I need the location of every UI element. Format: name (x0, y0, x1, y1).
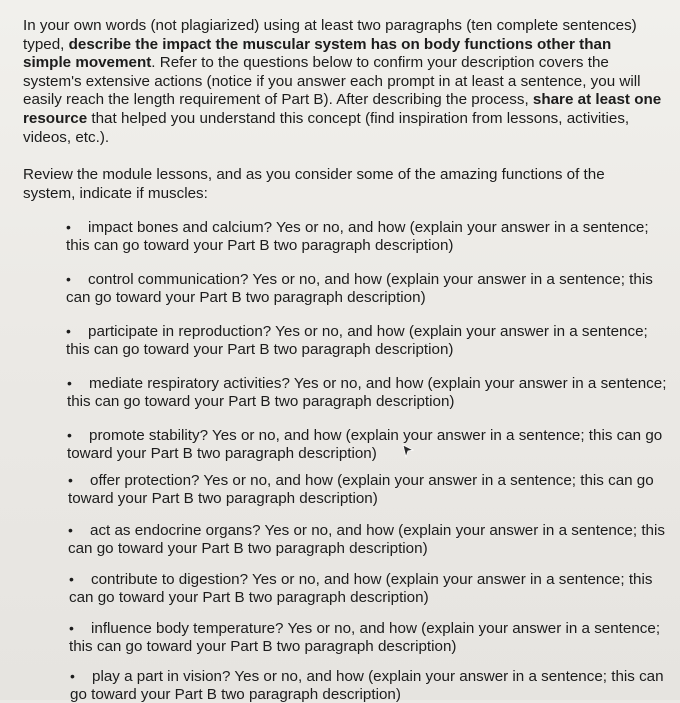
bullet: • (70, 668, 75, 684)
list-item-text: contribute to digestion? Yes or no, and how (explain your answer in a sentence; this can go toward your Part B two paragraph description) (69, 571, 653, 606)
bullet: • (67, 427, 72, 443)
list-item (67, 375, 667, 410)
list-item-text: play a part in vision? Yes or no, and how (explain your answer in a sentence; this can go toward your Part B two paragraph description) (70, 668, 664, 703)
review-paragraph: Review the module lessons, and as you consider some of the amazing functions of the system, indicate if muscles: (23, 166, 605, 202)
list-item (66, 219, 666, 254)
bullet: • (66, 323, 71, 339)
bullet: • (66, 271, 71, 287)
bullet: • (66, 219, 71, 235)
bullet: • (69, 571, 74, 587)
instructions-paragraph (23, 17, 663, 147)
list-item (68, 472, 668, 507)
list-item-text: participate in reproduction? Yes or no, and how (explain your answer in a sentence; this can go toward your Part B two paragraph description) (66, 323, 648, 358)
bullet: • (68, 472, 73, 488)
intro-text-1: In your own words (not plagiarized) using at least two paragraphs (ten complete sentences) typed, (23, 17, 637, 53)
list-item (67, 427, 667, 462)
bullet: • (68, 522, 73, 538)
intro-bold-1: describe the impact the muscular system has on body functions other than simple movement (23, 35, 612, 72)
list-item-text: act as endocrine organs? Yes or no, and how (explain your answer in a sentence; this can go toward your Part B two paragraph description) (68, 522, 665, 557)
list-item (69, 620, 669, 655)
list-item-text: offer protection? Yes or no, and how (explain your answer in a sentence; this can go toward your Part B two paragraph description) (68, 472, 654, 507)
list-item (70, 668, 670, 703)
list-item (68, 522, 668, 557)
bullet: • (69, 620, 74, 636)
intro-bold-2: share at least one resource (23, 91, 662, 127)
list-item-text: control communication? Yes or no, and how (explain your answer in a sentence; this can go toward your Part B two paragraph description) (66, 271, 653, 306)
intro-text-2: . Refer to the questions below to confirm your description covers the system's extensive actions (notice if you answer each prompt in at least a sentence, you will easily reach the length requirement of Part B). After describing the process, (23, 54, 641, 109)
list-item (69, 571, 669, 606)
intro-text-3: that helped you understand this concept (find inspiration from lessons, activities, videos, etc.). (23, 109, 630, 146)
bullet: • (67, 375, 72, 391)
list-item (66, 323, 666, 358)
list-item (66, 271, 666, 306)
list-item-text: influence body temperature? Yes or no, and how (explain your answer in a sentence; this can go toward your Part B two paragraph description) (69, 620, 661, 655)
list-item-text: promote stability? Yes or no, and how (explain your answer in a sentence; this can go toward your Part B two paragraph description) (67, 427, 663, 462)
mouse-cursor-icon (402, 444, 414, 458)
list-item-text: mediate respiratory activities? Yes or no, and how (explain your answer in a sentence; this can go toward your Part B two paragraph description) (67, 375, 667, 410)
list-item-text: impact bones and calcium? Yes or no, and how (explain your answer in a sentence; this can go toward your Part B two paragraph description) (66, 219, 649, 254)
